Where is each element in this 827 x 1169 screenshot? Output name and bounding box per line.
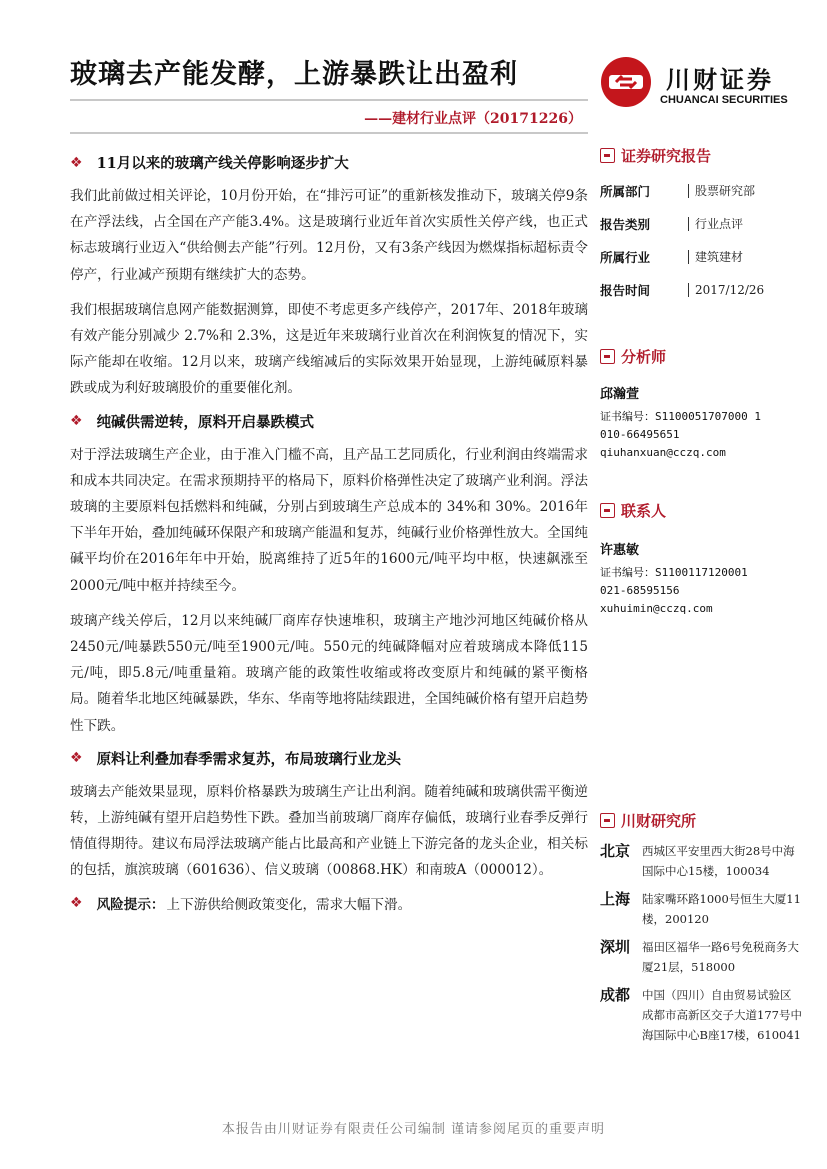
risk-text: 上下游供给侧政策变化，需求大幅下滑。 (166, 896, 412, 913)
risk-label: 风险提示： (96, 896, 165, 913)
paragraph: 我们此前做过相关评论，10月份开始，在“排污可证”的重新核发推动下，玻璃关停9条在产浮法线，占全国在产产能3.4%。这是玻璃行业近年首次实质性关停产线，也正式标志玻璃行业迈入“供给侧去产能”行列。12月份，又有3条产线因为燃煤指标超标责令停产，行业减产预期有继续扩大的态势。 (70, 188, 588, 283)
analyst-email[interactable]: qiuhanxuan@cczq.com (600, 446, 726, 459)
report-title: 玻璃去产能发酵，上游暴跌让出盈利 (70, 59, 518, 90)
sidebar (600, 145, 805, 1053)
contact-email[interactable]: xuhuimin@cczq.com (600, 602, 713, 615)
info-key: 所属部门 (600, 183, 651, 199)
office-entry (600, 841, 805, 881)
contact-icon (600, 503, 615, 518)
office-address: 福田区福华一路6号免税商务大厦21层，518000 (642, 940, 799, 974)
office-city: 北京 (600, 842, 631, 860)
report-info-heading-text: 证券研究报告 (621, 147, 712, 165)
logo-name-en: CHUANCAI SECURITIES (660, 94, 788, 106)
office-address: 中国（四川）自由贸易试验区成都市高新区交子大道177号中海国际中心B座17楼，610041 (642, 988, 802, 1042)
info-key: 报告时间 (600, 282, 651, 298)
main-content (70, 148, 588, 913)
office-address: 西城区平安里西大街28号中海国际中心15楼，100034 (642, 844, 795, 878)
analyst-card (600, 383, 805, 462)
institute-icon (600, 813, 615, 828)
section-heading-text: 原料让利叠加春季需求复苏，布局玻璃行业龙头 (96, 750, 402, 768)
chuancai-logo-icon (600, 56, 652, 108)
office-entry (600, 889, 805, 929)
diamond-bullet-icon: ❖ (70, 750, 83, 767)
section-heading (70, 748, 588, 769)
office-city: 上海 (600, 890, 631, 908)
analyst-heading-text: 分析师 (621, 348, 667, 366)
info-value: 2017/12/26 (688, 283, 764, 297)
analyst-cert: 证书编号：S1100051707000 1 (600, 410, 761, 423)
analyst-name: 邱瀚萱 (600, 387, 640, 402)
office-entry (600, 937, 805, 977)
contact-name: 许惠敏 (600, 543, 640, 558)
logo-name-cn: 川财证券 (666, 66, 774, 94)
diamond-bullet-icon: ❖ (70, 894, 83, 911)
section-heading-text: 纯碱供需逆转，原料开启暴跌模式 (96, 413, 315, 431)
info-value: 行业点评 (688, 217, 743, 231)
office-address: 陆家嘴环路1000号恒生大厦11楼，200120 (642, 892, 801, 926)
institute-heading (600, 810, 805, 831)
analyst-phone: 010-66495651 (600, 428, 680, 441)
subtitle-divider (70, 132, 588, 134)
office-city: 成都 (600, 986, 631, 1004)
paragraph: 对于浮法玻璃生产企业，由于准入门槛不高，且产品工艺同质化，行业利润由终端需求和成本共同决定。在需求预期持平的格局下，原料价格弹性决定了玻璃产业利润。浮法玻璃的主要原料包括燃料和纯碱，分别占到玻璃生产总成本的 34%和 30%。2016年下半年开始，叠加纯碱环保限产和玻璃产能温和复苏，纯碱行业价格弹性放大。全国纯碱平均价在2016年年中开始，脱离维持了近5年的1600元/吨平均中枢，快速飙涨至2000元/吨中枢并持续至今。 (70, 446, 588, 594)
info-row (600, 207, 805, 240)
paragraph: 我们根据玻璃信息网产能数据测算，即使不考虑更多产线停产，2017年、2018年玻璃有效产能分别减少 2.7%和 2.3%，这是近年来玻璃行业首次在利润恢复的情况下，实际产能却在收缩。12月以来，玻璃产线缩减后的实际效果开始显现，上游纯碱原料暴跌或成为利好玻璃股价的重要催化剂。 (70, 301, 588, 397)
section-heading (70, 411, 588, 432)
contact-phone: 021-68595156 (600, 584, 680, 597)
analyst-icon (600, 349, 615, 364)
info-key: 所属行业 (600, 249, 651, 265)
analyst-heading (600, 346, 805, 367)
contact-cert: 证书编号：S1100117120001 (600, 566, 748, 579)
section-heading (70, 152, 588, 173)
contact-heading (600, 500, 805, 521)
institute-heading-text: 川财研究所 (621, 812, 697, 830)
report-icon (600, 148, 615, 163)
office-list (600, 841, 805, 1045)
info-row (600, 174, 805, 207)
paragraph: 玻璃产线关停后，12月以来纯碱厂商库存快速堆积，玻璃主产地沙河地区纯碱价格从2450元/吨暴跌550元/吨至1900元/吨。550元的纯碱降幅对应着玻璃成本降低115元/吨，即5.8元/吨重量箱。玻璃产能的政策性收缩或将改变原片和纯碱的紧平衡格局。随着华北地区纯碱暴跌，华东、华南等地将陆续跟进，全国纯碱价格有望开启趋势性下跌。 (70, 612, 588, 734)
diamond-bullet-icon: ❖ (70, 413, 83, 430)
paragraph: 玻璃去产能效果显现，原料价格暴跌为玻璃生产让出利润。随着纯碱和玻璃供需平衡逆转，上游纯碱有望开启趋势性下跌。叠加当前玻璃厂商库存偏低，玻璃行业春季反弹行情值得期待。建议布局浮法玻璃产能占比最高和产业链上下游完备的龙头企业，相关标的包括，旗滨玻璃（601636）、信义玻璃（00868.HK）和南玻A（000012）。 (70, 783, 588, 879)
office-city: 深圳 (600, 938, 631, 956)
info-row (600, 273, 805, 306)
info-row (600, 240, 805, 273)
company-logo (600, 48, 800, 114)
info-value: 建筑建材 (688, 250, 743, 264)
section-heading-text: 11月以来的玻璃产线关停影响逐步扩大 (96, 155, 349, 172)
report-subtitle: ——建材行业点评（20171226） (364, 111, 582, 127)
risk-warning (70, 893, 588, 913)
info-value: 股票研究部 (688, 184, 755, 198)
contact-card (600, 539, 805, 618)
office-entry (600, 985, 805, 1045)
diamond-bullet-icon: ❖ (70, 154, 83, 171)
page-footer: 本报告由川财证券有限责任公司编制 谨请参阅尾页的重要声明 (221, 1122, 606, 1137)
report-info-heading (600, 145, 805, 166)
contact-heading-text: 联系人 (621, 502, 667, 520)
info-key: 报告类别 (600, 216, 651, 232)
title-divider (70, 99, 588, 101)
